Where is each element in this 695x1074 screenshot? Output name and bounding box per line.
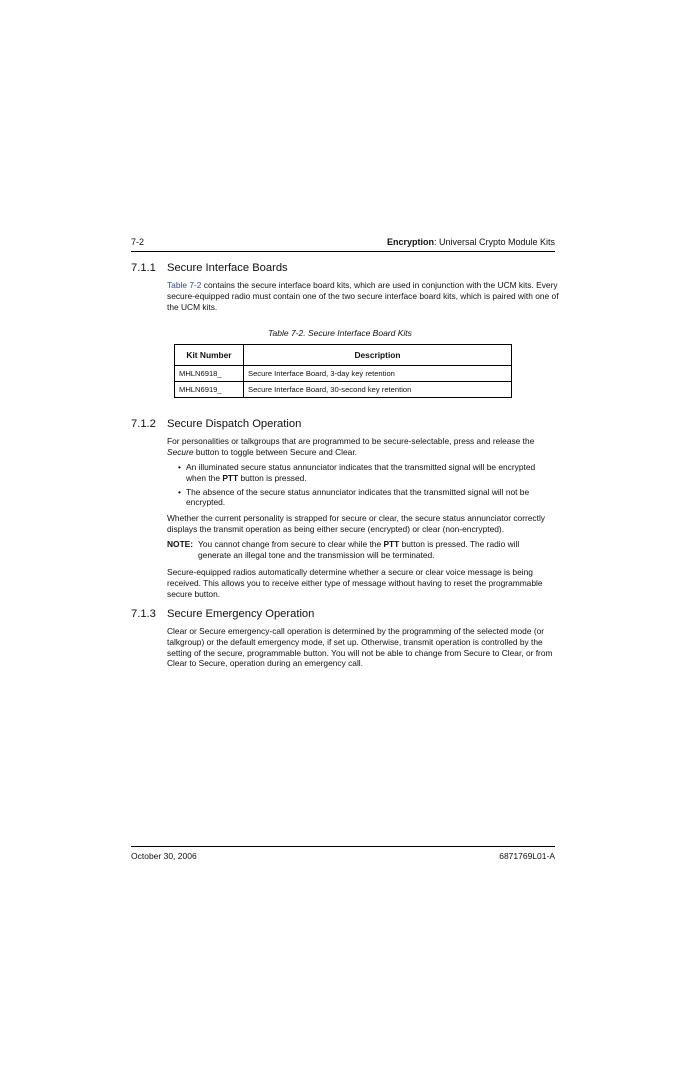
paragraph-emergency: Clear or Secure emergency-call operation is determined by the programming of the selected mode (or talkgroup) or the default emergency mode, if set up. Otherwise, transmit operation is controlled by the setting of the secure, programmable button. You will not be able to change from Secure to Clear, or from Clear to Secure, operation during an emergency call. [167, 626, 553, 669]
section-heading-7-1-3 [131, 608, 314, 620]
bullet-icon: • [178, 486, 181, 497]
paragraph-secure-toggle [167, 436, 559, 458]
table-link[interactable]: Table 7-2 [167, 280, 202, 290]
footer-rule [131, 846, 555, 847]
section-number: 7.1.3 [131, 608, 156, 620]
bullet-list [178, 462, 556, 511]
header-rule [131, 251, 555, 252]
paragraph-auto-detect: Secure-equipped radios automatically determine whether a secure or clear voice message is being received. This allows you to receive either type of message without having to reset the programmable secure button. [167, 567, 543, 599]
table-cell: Secure Interface Board, 3-day key retention [244, 366, 512, 382]
table-row [175, 382, 512, 398]
section-title: Secure Interface Boards [167, 262, 288, 274]
bullet-icon: • [178, 462, 181, 472]
section-number: 7.1.2 [131, 418, 156, 430]
section-number: 7.1.1 [131, 262, 156, 274]
paragraph-text: contains the secure interface board kits, which are used in conjunction with the UCM kits. Every secure-equipped radio must contain one of the two secure interface board kits, which is paired with one of the UCM kits. [167, 280, 559, 312]
note-label: NOTE: [167, 539, 194, 549]
note-block [167, 539, 559, 561]
paragraph-7-1-1 [167, 280, 559, 312]
paragraph-annunciator: Whether the current personality is strapped for secure or clear, the secure status annunciator correctly displays the transmit operation as being either secure (encrypted) or clear (non-encrypted). [167, 513, 545, 534]
table-caption: Table 7-2. Secure Interface Board Kits [268, 328, 412, 338]
footer-doc-number: 6871769L01-A [499, 851, 555, 861]
page-number: 7-2 [131, 237, 145, 247]
footer-date: October 30, 2006 [131, 851, 197, 861]
text-run: button to toggle between Secure and Clear. [193, 446, 357, 457]
table-row [175, 366, 512, 382]
list-item [178, 462, 556, 484]
column-header: Description [244, 345, 512, 366]
text-run: button is pressed. The radio will generate an illegal tone and the transmission will be terminated. [198, 539, 520, 560]
chapter-name: Encryption [386, 237, 434, 247]
text-run: button is pressed. [238, 472, 307, 483]
section-title: Secure Emergency Operation [167, 608, 315, 620]
text-run: The absence of the secure status annunciator indicates that the transmitted signal will not be encrypted. [186, 486, 530, 508]
text-run: For personalities or talkgroups that are programmed to be secure-selectable, press and release the [167, 436, 535, 446]
table-cell: MHLN6919_ [175, 382, 244, 398]
text-run: An illuminated secure status annunciator indicates that the transmitted signal will be encrypted when the [186, 462, 536, 483]
section-heading-7-1-2 [131, 418, 301, 430]
table-cell: MHLN6918_ [175, 366, 244, 382]
column-header: Kit Number [175, 345, 244, 366]
running-header [387, 237, 555, 247]
table-header-row [175, 345, 512, 366]
list-item [178, 487, 556, 509]
chapter-subtitle: : Universal Crypto Module Kits [433, 237, 555, 247]
ptt-label: PTT [383, 539, 400, 549]
section-title: Secure Dispatch Operation [167, 418, 302, 430]
text-run: You cannot change from secure to clear while the [198, 539, 384, 549]
section-heading-7-1-1 [131, 262, 288, 274]
kits-table [174, 344, 512, 398]
table-cell: Secure Interface Board, 30-second key retention [244, 382, 512, 398]
note-text [198, 539, 553, 561]
ptt-label: PTT [222, 472, 239, 483]
secure-button-name: Secure [167, 446, 194, 457]
